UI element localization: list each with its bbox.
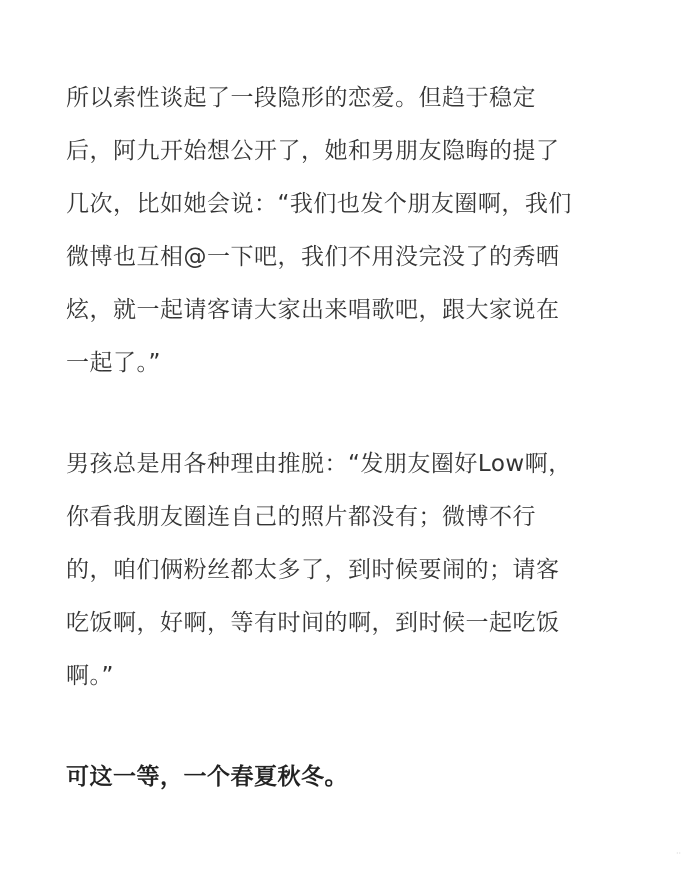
paragraph-3-emphasis: [66, 751, 626, 804]
text-line: 男孩总是用各种理由推脱：“发朋友圈好Low啊，: [66, 451, 572, 477]
text-line: 啊。”: [66, 663, 114, 689]
text-line: 后，阿九开始想公开了，她和男朋友隐晦的提了: [66, 138, 560, 164]
article-body: [66, 72, 626, 852]
text-line: 几次，比如她会说：“我们也发个朋友圈啊，我们: [66, 191, 572, 217]
corner-dots-icon: ··: [676, 849, 682, 858]
emphasis-line: 可这一等，一个春夏秋冬。: [66, 764, 348, 790]
text-line: 的，咱们俩粉丝都太多了，到时候要闹的；请客: [66, 557, 560, 583]
text-line: 一起了。”: [66, 350, 161, 376]
paragraph-2: [66, 438, 626, 703]
paragraph-1: [66, 72, 626, 390]
text-line: 你看我朋友圈连自己的照片都没有；微博不行: [66, 504, 536, 530]
text-line: 炫，就一起请客请大家出来唱歌吧，跟大家说在: [66, 297, 560, 323]
text-line: 吃饭啊，好啊，等有时间的啊，到时候一起吃饭: [66, 610, 560, 636]
text-line: 所以索性谈起了一段隐形的恋爱。但趋于稳定: [66, 85, 536, 111]
text-line: 微博也互相@一下吧，我们不用没完没了的秀晒: [66, 244, 560, 270]
